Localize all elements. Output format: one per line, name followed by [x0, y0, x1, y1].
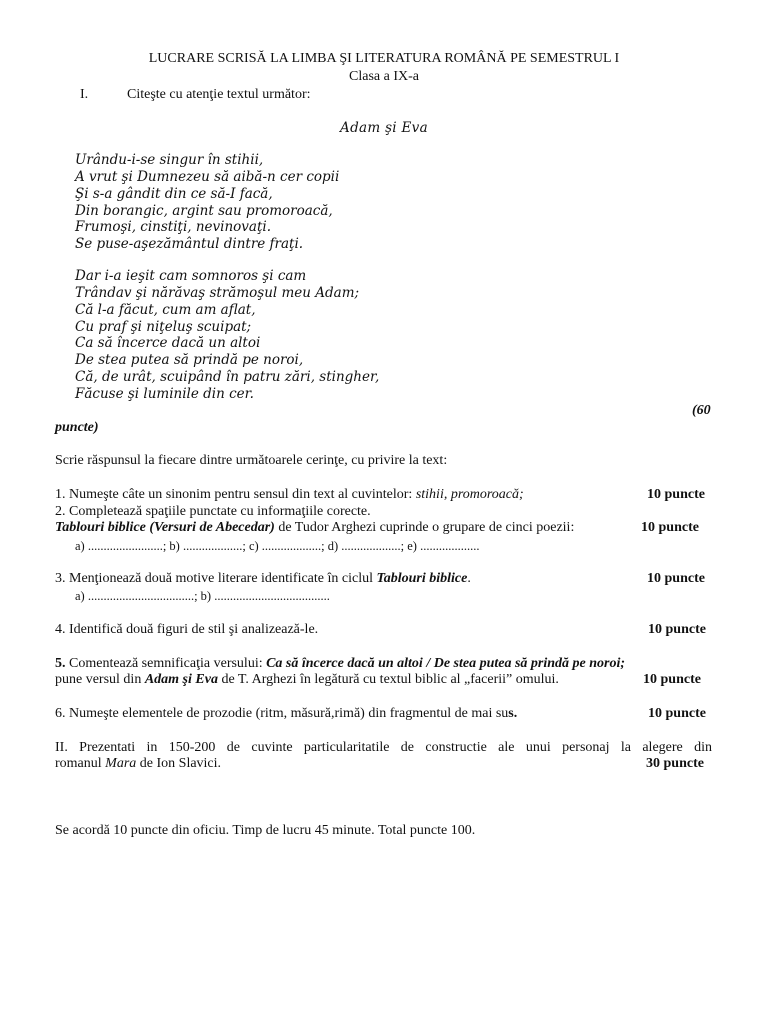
question-5-poem: Adam şi Eva — [144, 672, 218, 687]
verse-line: Făcuse şi luminile din cer. — [75, 386, 254, 402]
question-3-end: . — [467, 571, 471, 586]
section-2-line-2a: romanul — [55, 756, 106, 771]
section-2-line-2 — [55, 756, 221, 772]
requirements-intro: Scrie răspunsul la fiecare dintre următoarele cerinţe, cu privire la text: — [55, 453, 448, 468]
section-2-novel: Mara — [105, 756, 137, 771]
question-6 — [55, 706, 517, 722]
verse-line: Că, de urât, scuipând în patru zări, stingher, — [75, 369, 380, 385]
question-5-verse: Ca să încerce dacă un altoi / De stea putea să prindă pe noroi; — [266, 656, 626, 671]
question-1-words: stihii, promoroacă; — [415, 487, 524, 502]
section-2-line-2b: de Ion Slavici. — [136, 756, 222, 771]
question-3 — [55, 571, 471, 587]
verse-line: A vrut şi Dumnezeu să aibă-n cer copii — [75, 169, 340, 185]
poem-title: Adam şi Eva — [340, 120, 428, 136]
section-1-instruction: Citeşte cu atenţie textul următor: — [127, 87, 311, 102]
question-6-text: 6. Numeşte elementele de prozodie (ritm, măsură,rimă) din fragmentul de mai su — [55, 706, 509, 721]
question-4: 4. Identifică două figuri de stil şi analizează-le. — [55, 622, 319, 637]
verse-line: Din borangic, argint sau promoroacă, — [75, 203, 333, 219]
question-1-points: 10 puncte — [647, 487, 705, 502]
question-5-line-2 — [55, 672, 559, 688]
question-5-number: 5. — [55, 656, 66, 671]
question-1 — [55, 487, 524, 503]
verse-line: Frumoşi, cinstiţi, nevinovaţi. — [75, 219, 272, 235]
question-5-points: 10 puncte — [643, 672, 701, 687]
question-1-text: 1. Numeşte câte un sinonim pentru sensul din text al cuvintelor: — [55, 487, 416, 502]
section-1-number: I. — [80, 87, 89, 102]
question-2-blanks: a) ........................; b) ...................; c) ...................; d) ...................; e) ................... — [75, 539, 480, 553]
verse-line: Dar i-a ieşit cam somnoros şi cam — [75, 268, 307, 284]
verse-line: Cu praf şi niţeluş scuipat; — [75, 319, 252, 335]
points-60-unit: puncte) — [55, 420, 99, 435]
points-60-value: (60 — [692, 403, 711, 418]
question-5-line-2b: de T. Arghezi în legătură cu textul biblic al „facerii” omului. — [217, 672, 559, 687]
question-3-points: 10 puncte — [647, 571, 705, 586]
class-label: Clasa a IX-a — [349, 69, 419, 84]
verse-line: Trândav şi nărăvaş strămoşul meu Adam; — [75, 285, 360, 301]
question-2-rest: de Tudor Arghezi cuprinde o grupare de cinci poezii: — [274, 520, 575, 535]
question-3-cycle: Tablouri biblice — [376, 571, 468, 586]
question-6-last: s. — [508, 706, 518, 721]
section-2-points: 30 puncte — [646, 756, 704, 771]
verse-line: De stea putea să prindă pe noroi, — [75, 352, 304, 368]
question-2-statement — [55, 520, 574, 536]
question-2: 2. Completează spaţiile punctate cu informaţiile corecte. — [55, 504, 371, 519]
question-2-points: 10 puncte — [641, 520, 699, 535]
verse-line: Că l-a făcut, cum am aflat, — [75, 302, 256, 318]
question-2-book: Tablouri biblice (Versuri de Abecedar) — [55, 520, 275, 535]
verse-line: Şi s-a gândit din ce să-I facă, — [75, 186, 273, 202]
verse-line: Urându-i-se singur în stihii, — [75, 152, 264, 168]
section-2-line-1: II. Prezentati in 150-200 de cuvinte particularitatile de constructie ale unui personaj la alegere din — [55, 740, 712, 755]
question-3-blanks: a) ..................................; b) ..................................... — [75, 589, 330, 603]
question-5 — [55, 656, 625, 672]
question-5-text: Comentează semnificaţia versului: — [65, 656, 267, 671]
question-4-points: 10 puncte — [648, 622, 706, 637]
verse-line: Ca să încerce dacă un altoi — [75, 335, 261, 351]
question-3-text: 3. Menţionează două motive literare identificate în ciclul — [55, 571, 377, 586]
question-6-points: 10 puncte — [648, 706, 706, 721]
footer-note: Se acordă 10 puncte din oficiu. Timp de lucru 45 minute. Total puncte 100. — [55, 823, 476, 838]
question-5-line-2a: pune versul din — [55, 672, 145, 687]
verse-line: Se puse-aşezământul dintre fraţi. — [75, 236, 304, 252]
exam-title: LUCRARE SCRISĂ LA LIMBA ŞI LITERATURA ROMÂNĂ PE SEMESTRUL I — [148, 51, 620, 66]
